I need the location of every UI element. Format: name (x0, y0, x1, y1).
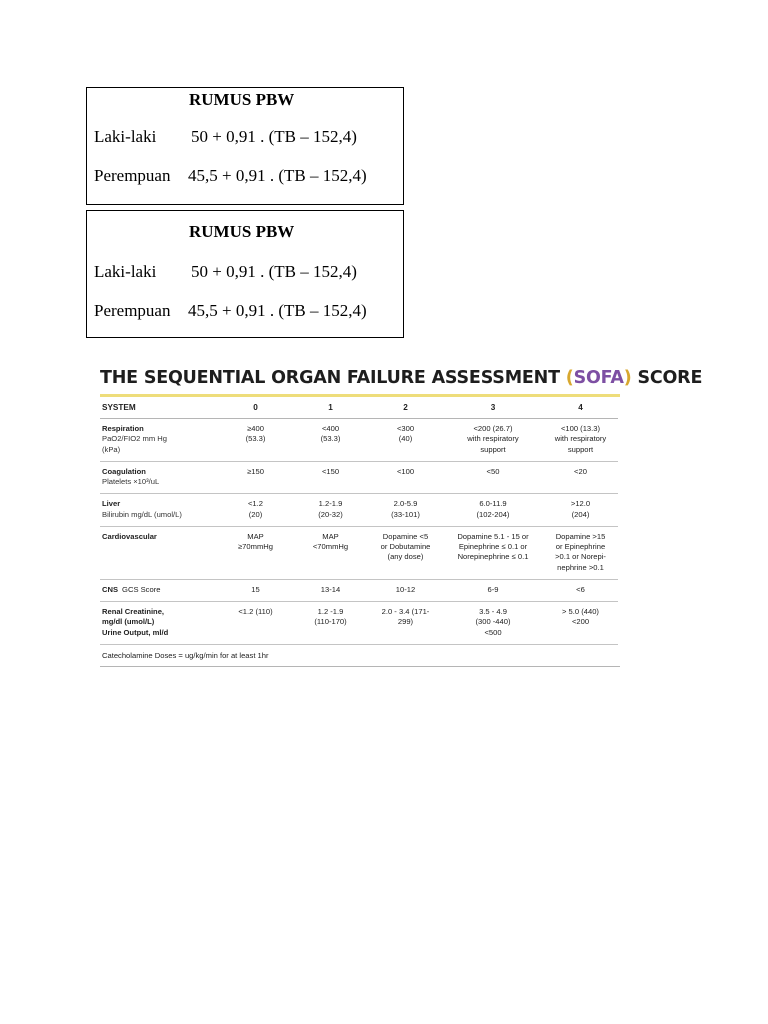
sofa-score-cell-4 (543, 526, 618, 579)
sofa-cell-line: (204) (571, 509, 590, 519)
pbw-row-female (94, 166, 367, 186)
sofa-header-score-2: 2 (368, 397, 443, 419)
sofa-score-cell-0 (218, 461, 293, 494)
pbw-formula-box-top (86, 87, 404, 205)
sofa-header-score-4: 4 (543, 397, 618, 419)
sofa-cell-line: <200 (26.7) (473, 424, 513, 434)
pbw-label-female: Perempuan (94, 301, 171, 320)
sofa-title (100, 368, 703, 388)
sofa-score-cell-4 (543, 461, 618, 494)
sofa-score-cell-2 (368, 602, 443, 645)
pbw-title: RUMUS PBW (189, 222, 295, 241)
sofa-cell-line: <200 (571, 617, 590, 627)
sofa-system-name-text: CNS (102, 584, 119, 594)
table-row (100, 461, 618, 494)
sofa-cell-line: 299) (397, 617, 414, 627)
sofa-cell-line: Norepinephrine ≤ 0.1 (457, 552, 529, 562)
sofa-cell-line: (20) (248, 509, 263, 519)
sofa-score-cell-0 (218, 494, 293, 527)
sofa-cell-line: 3.5 - 4.9 (479, 607, 507, 617)
sofa-score-cell-0 (218, 602, 293, 645)
sofa-cell-line: <6 (576, 584, 585, 594)
sofa-cell-line: support (567, 444, 594, 454)
sofa-cell-line: (102-204) (476, 509, 510, 519)
sofa-score-cell-3 (443, 419, 543, 462)
sofa-system-name (102, 585, 216, 595)
sofa-score-cell-2 (368, 461, 443, 494)
sofa-title-post: SCORE (631, 368, 703, 388)
sofa-system-name (102, 607, 216, 617)
sofa-score-cell-1 (293, 526, 368, 579)
sofa-cell-line: Dopamine 5.1 - 15 or (457, 531, 529, 541)
pbw-formula-box-bottom (86, 210, 404, 338)
sofa-footnote: Catecholamine Doses = ug/kg/min for at least 1hr (100, 645, 620, 667)
sofa-system-cell (100, 494, 218, 527)
sofa-score-figure (100, 368, 703, 667)
sofa-cell-line: 15 (251, 584, 260, 594)
sofa-score-cell-4 (543, 419, 618, 462)
sofa-score-cell-1 (293, 602, 368, 645)
table-row (100, 602, 618, 645)
sofa-header-score-3: 3 (443, 397, 543, 419)
sofa-cell-line: Epinephrine ≤ 0.1 or (458, 542, 528, 552)
sofa-system-cell (100, 579, 218, 601)
pbw-formula-female: 45,5 + 0,91 . (TB – 152,4) (188, 301, 367, 320)
sofa-cell-line: (any dose) (387, 552, 424, 562)
sofa-system-subtitle: Platelets ×10³/uL (102, 477, 160, 487)
sofa-cell-line: <100 (13.3) (560, 424, 601, 434)
sofa-header-system: SYSTEM (100, 397, 218, 419)
sofa-score-cell-0 (218, 419, 293, 462)
sofa-system-name-text: Liver (102, 499, 121, 509)
sofa-score-cell-3 (443, 494, 543, 527)
sofa-system-name-text: Renal Creatinine, (102, 607, 165, 617)
sofa-system-name (102, 424, 216, 434)
sofa-title-open-bracket: ( (565, 368, 574, 388)
sofa-score-cell-3 (443, 602, 543, 645)
sofa-score-cell-0 (218, 579, 293, 601)
table-row (100, 419, 618, 462)
sofa-score-cell-1 (293, 419, 368, 462)
sofa-cell-line: <1.2 (248, 499, 263, 509)
sofa-cell-line: 1.2-1.9 (318, 499, 343, 509)
sofa-score-cell-4 (543, 579, 618, 601)
sofa-cell-line: <70mmHg (312, 542, 349, 552)
pbw-formula-male: 50 + 0,91 . (TB – 152,4) (191, 262, 357, 281)
sofa-cell-line: >12.0 (570, 499, 591, 509)
sofa-cell-line: Dopamine <5 (382, 531, 429, 541)
sofa-title-pre: THE SEQUENTIAL ORGAN FAILURE ASSESSMENT (100, 368, 566, 388)
sofa-system-cell (100, 526, 218, 579)
sofa-system-subtitle: Bilirubin mg/dL (umol/L) (102, 509, 182, 519)
sofa-cell-line: (40) (398, 434, 413, 444)
table-row (100, 579, 618, 601)
sofa-cell-line: >0.1 or Norepi- (555, 552, 606, 562)
sofa-table (100, 397, 618, 645)
pbw-row-female (94, 301, 367, 321)
sofa-title-close-bracket: ) (623, 368, 632, 388)
sofa-cell-line: (53.3) (320, 434, 341, 444)
sofa-system-name (102, 532, 216, 542)
sofa-cell-line: <300 (396, 424, 415, 434)
sofa-cell-line: or Dobutamine (380, 542, 431, 552)
sofa-system-cell (100, 602, 218, 645)
sofa-system-cell (100, 461, 218, 494)
sofa-cell-line: <1.2 (110) (238, 607, 273, 617)
pbw-label-male: Laki-laki (94, 262, 157, 281)
sofa-score-cell-1 (293, 579, 368, 601)
sofa-system-cell (100, 419, 218, 462)
sofa-cell-line: 2.0-5.9 (393, 499, 418, 509)
sofa-system-name (102, 499, 216, 509)
sofa-cell-line: <500 (484, 627, 502, 637)
sofa-system-subtitle: PaO2/FIO2 mm Hg (102, 434, 167, 444)
sofa-score-cell-4 (543, 602, 618, 645)
sofa-cell-line: <100 (396, 466, 415, 476)
sofa-system-name-text: Coagulation (102, 466, 146, 476)
sofa-cell-line: (110-170) (314, 617, 347, 627)
sofa-header-row (100, 397, 618, 419)
sofa-score-cell-3 (443, 526, 543, 579)
sofa-system-subtitle: mg/dl (umol/L) (102, 617, 155, 627)
sofa-score-cell-0 (218, 526, 293, 579)
pbw-row-male (94, 127, 357, 147)
sofa-cell-line: 13-14 (320, 584, 341, 594)
sofa-system-subtitle: Urine Output, ml/d (102, 627, 169, 637)
sofa-cell-line: ≥150 (247, 466, 264, 476)
pbw-label-male: Laki-laki (94, 127, 157, 146)
sofa-system-name-text: Respiration (102, 424, 144, 434)
sofa-score-cell-3 (443, 461, 543, 494)
sofa-title-acronym: SOFA (573, 368, 624, 388)
sofa-cell-line: MAP (247, 531, 264, 541)
pbw-label-female: Perempuan (94, 166, 171, 185)
sofa-cell-line: 2.0 - 3.4 (171- (381, 607, 430, 617)
sofa-score-cell-4 (543, 494, 618, 527)
sofa-score-cell-2 (368, 494, 443, 527)
sofa-score-cell-1 (293, 494, 368, 527)
sofa-header-score-1: 1 (293, 397, 368, 419)
sofa-cell-line: 10-12 (395, 584, 416, 594)
pbw-formula-male: 50 + 0,91 . (TB – 152,4) (191, 127, 357, 146)
sofa-cell-line: with respiratory (467, 434, 519, 444)
table-row (100, 494, 618, 527)
sofa-cell-line: MAP (322, 531, 339, 541)
sofa-cell-line: support (480, 444, 506, 454)
sofa-cell-line: (300 -440) (475, 617, 511, 627)
sofa-cell-line: (33-101) (391, 509, 420, 519)
sofa-cell-line: 1.2 -1.9 (317, 607, 344, 617)
sofa-cell-line: (20-32) (318, 509, 343, 519)
sofa-header-score-0: 0 (218, 397, 293, 419)
sofa-system-name (102, 467, 216, 477)
sofa-score-cell-2 (368, 579, 443, 601)
sofa-cell-line: ≥70mmHg (238, 542, 273, 552)
sofa-score-cell-2 (368, 526, 443, 579)
sofa-cell-line: > 5.0 (440) (562, 607, 599, 617)
sofa-score-cell-1 (293, 461, 368, 494)
pbw-title: RUMUS PBW (189, 90, 295, 109)
pbw-row-male (94, 262, 357, 282)
sofa-cell-line: <50 (486, 466, 500, 476)
sofa-cell-line: or Epinephrine (555, 542, 606, 552)
sofa-system-subtitle: (kPa) (102, 444, 121, 454)
sofa-score-cell-2 (368, 419, 443, 462)
sofa-cell-line: <400 (321, 424, 340, 434)
sofa-cell-line: ≥400 (247, 424, 264, 434)
sofa-cell-line: (53.3) (245, 434, 266, 444)
sofa-cell-line: with respiratory (554, 434, 607, 444)
sofa-cell-line: nephrine >0.1 (557, 562, 604, 572)
sofa-cell-line: Dopamine >15 (555, 531, 606, 541)
sofa-score-cell-3 (443, 579, 543, 601)
sofa-cell-line: <20 (574, 466, 587, 476)
pbw-formula-female: 45,5 + 0,91 . (TB – 152,4) (188, 166, 367, 185)
sofa-system-name-text: Cardiovascular (102, 531, 157, 541)
sofa-cell-line: <150 (321, 466, 340, 476)
sofa-system-name-extra: GCS Score (122, 584, 161, 594)
sofa-cell-line: 6-9 (487, 584, 499, 594)
table-row (100, 526, 618, 579)
sofa-cell-line: 6.0-11.9 (479, 499, 507, 509)
